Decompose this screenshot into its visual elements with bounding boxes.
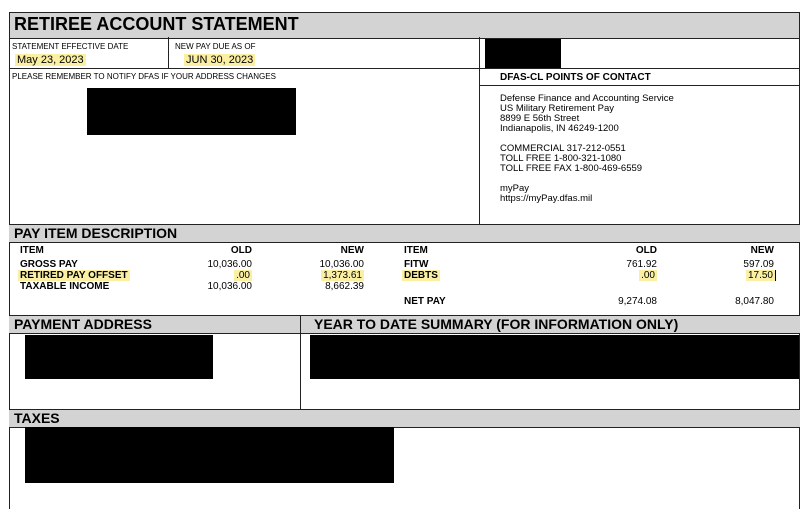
row-old: 10,036.00 bbox=[207, 259, 252, 270]
row-old: 761.92 bbox=[626, 259, 657, 270]
new-pay-value: JUN 30, 2023 bbox=[186, 54, 254, 66]
address-notice: PLEASE REMEMBER TO NOTIFY DFAS IF YOUR ADDRESS CHANGES bbox=[12, 72, 276, 81]
col-item: ITEM bbox=[404, 245, 428, 256]
row-item: FITW bbox=[404, 259, 429, 270]
col-new: NEW bbox=[340, 245, 364, 256]
contact-url: https://myPay.dfas.mil bbox=[500, 193, 593, 204]
row-new: 8,662.39 bbox=[325, 281, 364, 292]
row-item: DEBTS bbox=[404, 270, 438, 281]
redacted-block bbox=[485, 39, 561, 68]
redacted-block bbox=[310, 335, 799, 379]
row-new bbox=[700, 270, 776, 281]
divider bbox=[9, 68, 800, 69]
contact-line: US Military Retirement Pay bbox=[500, 103, 615, 114]
contact-line: myPay bbox=[500, 183, 530, 194]
row-old: 10,036.00 bbox=[207, 281, 252, 292]
row-new: 10,036.00 bbox=[319, 259, 364, 270]
effective-date-label: STATEMENT EFFECTIVE DATE bbox=[12, 42, 129, 51]
contact-block bbox=[500, 94, 674, 204]
row-new bbox=[290, 270, 364, 281]
divider bbox=[479, 85, 800, 86]
row-new-value: 1,373.61 bbox=[323, 270, 362, 281]
contact-line: Indianapolis, IN 46249-1200 bbox=[500, 123, 619, 134]
taxes-band bbox=[9, 409, 800, 428]
contact-title: DFAS-CL POINTS OF CONTACT bbox=[500, 72, 651, 83]
contact-phone: COMMERCIAL 317-212-0551 bbox=[500, 143, 626, 154]
payment-address-title: PAYMENT ADDRESS bbox=[14, 316, 152, 332]
taxes-title: TAXES bbox=[14, 410, 60, 426]
frame-left bbox=[9, 12, 10, 509]
ytd-summary-title: YEAR TO DATE SUMMARY (FOR INFORMATION ONLY) bbox=[314, 316, 679, 332]
effective-date-value: May 23, 2023 bbox=[17, 54, 84, 66]
row-item: RETIRED PAY OFFSET bbox=[20, 270, 128, 281]
row-old bbox=[180, 270, 252, 281]
row-old bbox=[590, 270, 657, 281]
col-old: OLD bbox=[635, 245, 657, 256]
net-pay-old: 9,274.08 bbox=[618, 296, 657, 307]
net-pay-label: NET PAY bbox=[404, 296, 446, 307]
redacted-block bbox=[25, 335, 213, 379]
contact-phone: TOLL FREE 1-800-321-1080 bbox=[500, 153, 622, 164]
col-new: NEW bbox=[750, 245, 774, 256]
col-old: OLD bbox=[230, 245, 252, 256]
redacted-block bbox=[25, 427, 394, 483]
new-pay-label: NEW PAY DUE AS OF bbox=[175, 42, 256, 51]
contact-fax: TOLL FREE FAX 1-800-469-6559 bbox=[500, 163, 643, 174]
pay-items-title: PAY ITEM DESCRIPTION bbox=[14, 225, 178, 241]
page-title: RETIREE ACCOUNT STATEMENT bbox=[14, 14, 299, 34]
col-item: ITEM bbox=[20, 245, 44, 256]
row-old-value: .00 bbox=[236, 270, 250, 281]
redacted-block bbox=[87, 88, 296, 135]
row-item: GROSS PAY bbox=[20, 259, 78, 270]
contact-line: 8899 E 56th Street bbox=[500, 113, 580, 124]
contact-line: Defense Finance and Accounting Service bbox=[500, 93, 674, 104]
row-new-value: 17.50 bbox=[746, 270, 776, 281]
divider bbox=[479, 37, 480, 224]
divider bbox=[300, 315, 301, 409]
row-old-value: .00 bbox=[641, 270, 655, 281]
row-new: 597.09 bbox=[743, 259, 774, 270]
divider bbox=[168, 37, 169, 68]
row-item: TAXABLE INCOME bbox=[20, 281, 110, 292]
net-pay-new: 8,047.80 bbox=[735, 296, 774, 307]
